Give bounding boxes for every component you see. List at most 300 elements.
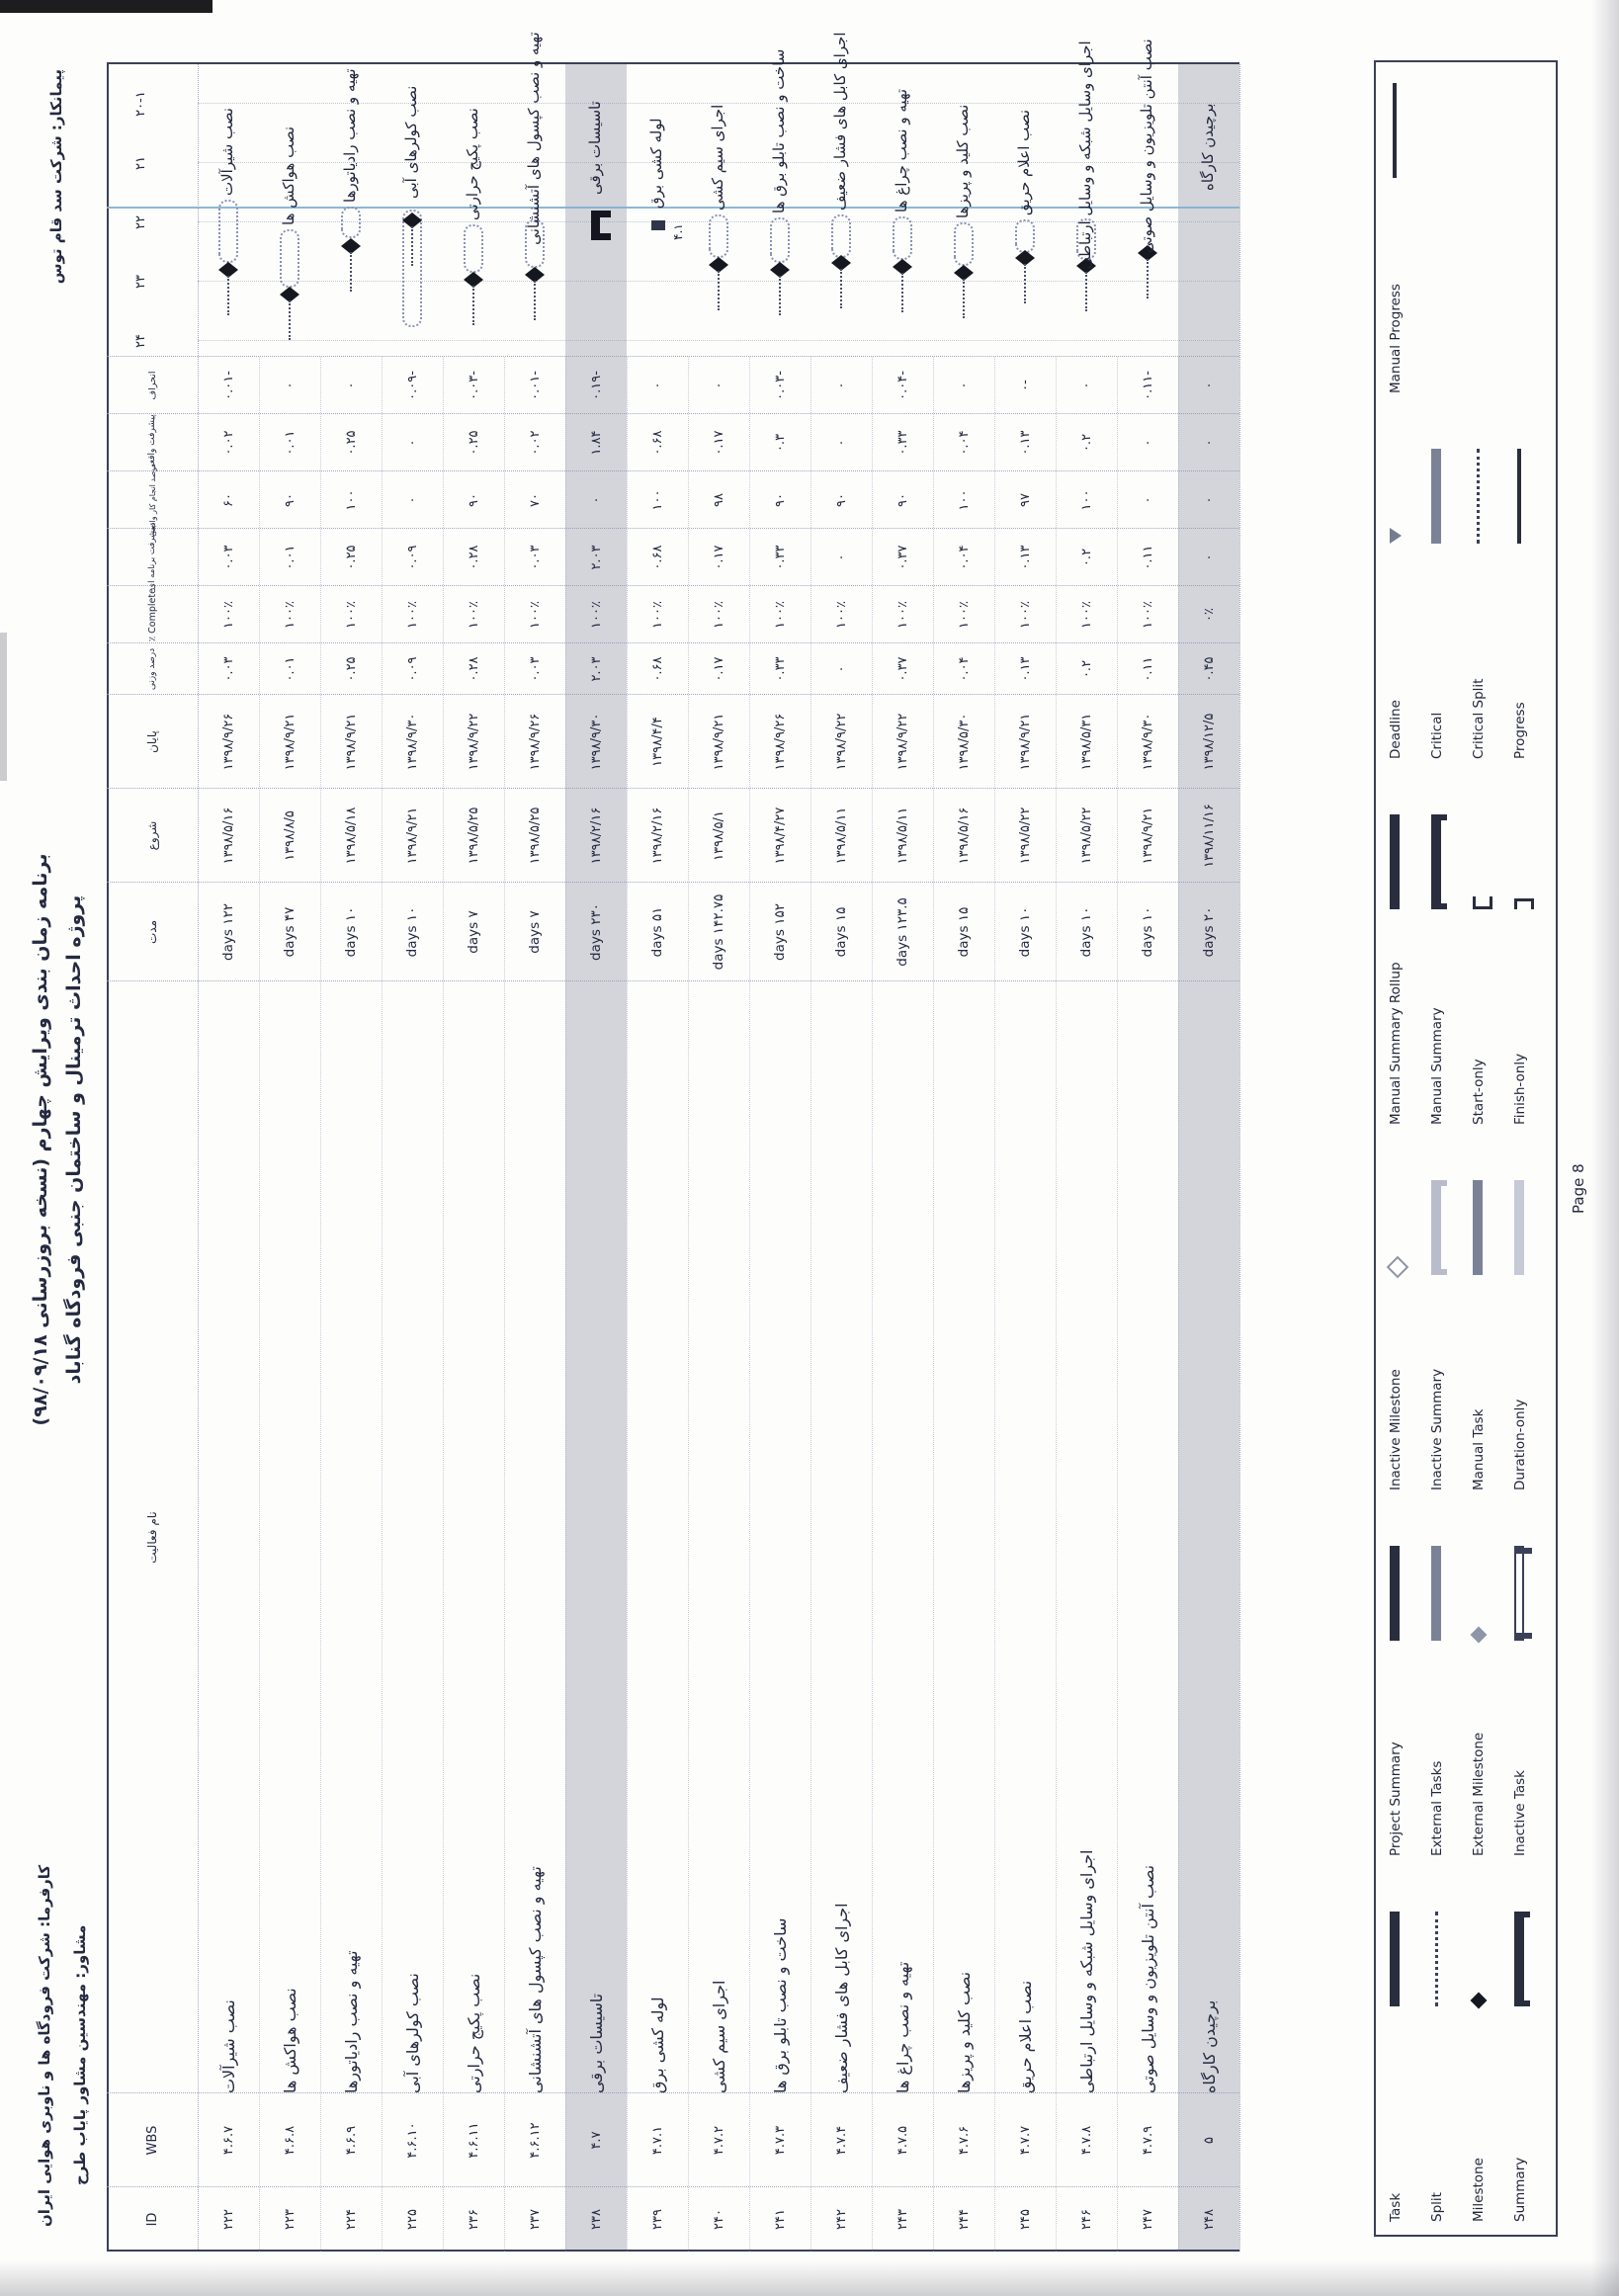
legend-label-manual-summary: Manual Summary bbox=[1429, 1007, 1445, 1125]
task-name-۲۳۸: تاسیسات برقی bbox=[586, 1993, 606, 2093]
marker-triangle bbox=[902, 259, 912, 275]
task-wbs-۲۳۶: ۴.۶.۱۱ bbox=[466, 2122, 481, 2159]
task-wbs-۲۴۱: ۴.۷.۳ bbox=[772, 2125, 788, 2156]
task-complete-۲۲۴: ۱۰۰٪ bbox=[343, 601, 359, 629]
task-start-۲۴۸: ۱۳۹۸/۱۱/۱۶ bbox=[1201, 804, 1217, 868]
task-duration-۲۲۵: ۱۰ days bbox=[404, 906, 420, 958]
task-id-۲۴۶: ۲۴۶ bbox=[1078, 2209, 1094, 2230]
legend-icon-bracket-light bbox=[1431, 1180, 1441, 1275]
task-deviation-۲۲۵: -۰.۰۹ bbox=[404, 371, 420, 400]
task-complete-۲۴۷: ۱۰۰٪ bbox=[1140, 601, 1155, 629]
task-planned-۲۴۶: ۰.۲ bbox=[1078, 548, 1094, 567]
task-weight-۲۴۸: ۰.۴۵ bbox=[1201, 656, 1217, 682]
gantt-bar-label-۲۳۹: لوله کشی برق bbox=[647, 118, 665, 209]
task-finish-۲۳۸: ۱۳۹۸/۹/۳۰ bbox=[588, 713, 604, 771]
timescale-label: ۲۳ bbox=[132, 275, 148, 289]
legend-icon-bracket-outline bbox=[1514, 1546, 1524, 1641]
task-deviation-۲۴۵: -۰ bbox=[1017, 380, 1033, 391]
task-deviation-۲۲۴: ۰ bbox=[343, 382, 359, 389]
gantt-marker-trail-۲۳۷ bbox=[534, 281, 536, 320]
task-actual-۲۲۵: ۰ bbox=[404, 439, 420, 447]
legend-label-milestone: Milestone bbox=[1471, 2158, 1487, 2222]
marker-triangle bbox=[535, 267, 545, 283]
status-date-line bbox=[107, 207, 1239, 209]
task-planned-۲۴۲: ۰ bbox=[833, 553, 849, 561]
task-planned-۲۴۸: ۰ bbox=[1201, 553, 1217, 561]
task-actual-۲۳۹: ۰.۶۸ bbox=[649, 430, 665, 456]
gantt-bar-label-۲۴۷: نصب آنتن تلویزیون و وسایل صوتی bbox=[1138, 39, 1155, 253]
marker-triangle bbox=[780, 262, 790, 278]
task-deviation-۲۴۶: ۰ bbox=[1078, 382, 1094, 389]
task-duration-۲۲۴: ۱۰ days bbox=[343, 906, 359, 958]
legend-icon-summary-bracket bbox=[1514, 1912, 1524, 2006]
gantt-bar-label-۲۴۲: اجرای کابل های فشار ضعیف bbox=[831, 32, 849, 211]
task-planned-۲۴۷: ۰.۱۱ bbox=[1140, 545, 1155, 570]
legend-icon-progress-line bbox=[1393, 83, 1397, 178]
gantt-slipped-bar-۲۲۴ bbox=[341, 207, 361, 238]
legend-icon-bar-grey bbox=[1431, 1546, 1441, 1641]
schedule-title: برنامه زمان بندی ویرایش چهارم (نسخه بروزرسانی ۹۸/۰۹/۱۸) bbox=[30, 853, 51, 1426]
task-complete-۲۳۹: ۱۰۰٪ bbox=[649, 601, 665, 629]
task-id-۲۲۳: ۲۲۳ bbox=[282, 2209, 298, 2230]
task-complete-۲۴۳: ۱۰۰٪ bbox=[895, 601, 910, 629]
task-planned-۲۲۲: ۰.۰۳ bbox=[220, 545, 236, 570]
legend-icon-summary-bracket bbox=[1431, 814, 1441, 909]
task-id-۲۲۲: ۲۲۲ bbox=[220, 2209, 236, 2230]
gantt-bar-label-۲۲۳: نصب هواکش ها bbox=[280, 126, 298, 225]
legend-icon-bar bbox=[1390, 1912, 1400, 2006]
gantt-slipped-bar-۲۴۵ bbox=[1015, 219, 1035, 253]
task-name-۲۴۳: تهیه و نصب چراغ ها bbox=[893, 1961, 912, 2093]
task-complete-۲۴۰: ۱۰۰٪ bbox=[711, 601, 726, 629]
column-header-weight: درصد وزنی bbox=[147, 647, 157, 691]
task-complete-۲۲۲: ۱۰۰٪ bbox=[220, 601, 236, 629]
task-wbs-۲۴۲: ۴.۷.۴ bbox=[833, 2125, 849, 2156]
task-weight-۲۲۲: ۰.۰۳ bbox=[220, 656, 236, 682]
task-actual-۲۴۱: ۰.۳ bbox=[772, 433, 788, 453]
task-wbs-۲۴۸: ۵ bbox=[1201, 2137, 1217, 2144]
legend-label-external-tasks: External Tasks bbox=[1429, 1760, 1445, 1856]
task-deviation-۲۳۶: -۰.۰۳ bbox=[466, 371, 481, 400]
timescale-label: ۲۲ bbox=[132, 215, 148, 229]
task-finish-۲۲۳: ۱۳۹۸/۹/۲۱ bbox=[282, 713, 298, 771]
legend-label-split: Split bbox=[1429, 2192, 1445, 2222]
legend-icon-start-cap bbox=[1473, 896, 1492, 909]
task-duration-۲۴۸: ۲۰ days bbox=[1201, 906, 1217, 958]
task-wbs-۲۲۵: ۴.۶.۱۰ bbox=[404, 2122, 420, 2159]
task-deviation-۲۴۰: ۰ bbox=[711, 382, 726, 389]
task-start-۲۳۸: ۱۳۹۸/۲/۱۶ bbox=[588, 807, 604, 865]
task-duration-۲۳۷: ۷ days bbox=[527, 910, 543, 954]
gantt-marker-trail-۲۲۴ bbox=[350, 252, 352, 292]
task-name-۲۴۸: برچیدن کارگاه bbox=[1199, 1999, 1219, 2093]
task-wbs-۲۲۲: ۴.۶.۷ bbox=[220, 2125, 236, 2156]
gantt-bar-label-۲۲۴: تهیه و نصب رادیاتورها bbox=[341, 68, 359, 203]
task-start-۲۴۳: ۱۳۹۸/۵/۱۱ bbox=[895, 807, 910, 865]
task-planned-۲۳۹: ۰.۶۸ bbox=[649, 545, 665, 570]
gantt-bar-label-۲۴۶: اجرای وسایل شبکه و وسایل ارتباطی bbox=[1076, 41, 1094, 270]
task-planned-۲۲۳: ۰.۰۱ bbox=[282, 545, 298, 570]
task-name-۲۴۵: نصب اعلام حریق bbox=[1015, 1980, 1035, 2093]
task-name-۲۲۵: نصب کولرهای آبی bbox=[402, 1973, 422, 2093]
legend-label-project-summary: Project Summary bbox=[1388, 1742, 1404, 1856]
task-actual_pct-۲۴۴: ۱۰۰ bbox=[956, 489, 972, 511]
task-actual_pct-۲۳۷: ۷۰ bbox=[527, 493, 543, 507]
task-deviation-۲۳۸: -۰.۱۹ bbox=[588, 371, 604, 400]
task-finish-۲۴۵: ۱۳۹۸/۹/۲۱ bbox=[1017, 713, 1033, 771]
task-actual_pct-۲۴۲: ۹۰ bbox=[833, 493, 849, 507]
task-finish-۲۴۸: ۱۳۹۸/۱۲/۵ bbox=[1201, 713, 1217, 771]
gantt-slipped-bar-۲۲۳ bbox=[280, 229, 299, 288]
task-id-۲۴۳: ۲۴۳ bbox=[895, 2209, 910, 2230]
legend-icon-bar-light bbox=[1514, 1180, 1524, 1275]
legend-label-inactive-milestone: Inactive Milestone bbox=[1388, 1369, 1404, 1490]
legend-label-deadline: Deadline bbox=[1388, 700, 1404, 759]
task-name-۲۳۹: لوله کشی برق bbox=[647, 1997, 667, 2093]
task-id-۲۴۷: ۲۴۷ bbox=[1140, 2209, 1155, 2230]
task-duration-۲۳۹: ۵۱ days bbox=[649, 906, 665, 958]
task-complete-۲۴۲: ۱۰۰٪ bbox=[833, 601, 849, 629]
column-header-id: ID bbox=[144, 2212, 160, 2227]
task-wbs-۲۲۴: ۴.۶.۹ bbox=[343, 2125, 359, 2156]
task-actual_pct-۲۲۳: ۹۰ bbox=[282, 493, 298, 507]
project-title: پروژه احداث ترمینال و ساختمان جنبی فرودگاه گناباد bbox=[63, 894, 85, 1385]
legend-label-inactive-summary: Inactive Summary bbox=[1429, 1368, 1445, 1490]
task-complete-۲۳۸: ۱۰۰٪ bbox=[588, 601, 604, 629]
legend-label-manual-progress: Manual Progress bbox=[1388, 284, 1404, 393]
legend-icon-split-dots bbox=[1435, 1912, 1438, 2006]
task-duration-۲۳۸: ۲۳۰ days bbox=[588, 903, 604, 961]
task-name-۲۴۰: اجرای سیم کشی bbox=[709, 1980, 728, 2093]
task-deviation-۲۲۲: -۰.۰۱ bbox=[220, 371, 236, 400]
contractor-line: پیمانکار: شرکت سد قام توس bbox=[47, 69, 65, 285]
task-name-۲۴۴: نصب کلید و پریزها bbox=[954, 1971, 974, 2093]
task-start-۲۳۶: ۱۳۹۸/۵/۲۵ bbox=[466, 807, 481, 865]
gantt-bar-fragment-۲۳۹ bbox=[651, 220, 665, 230]
task-deviation-۲۳۹: ۰ bbox=[649, 382, 665, 389]
page-number: Page 8 bbox=[1570, 1163, 1587, 1214]
gantt-slipped-bar-۲۳۶ bbox=[464, 224, 483, 273]
employer-line: کارفرما: شرکت فرودگاه ها و ناوبری هوایی ایران bbox=[36, 1864, 53, 2227]
marker-triangle bbox=[351, 238, 361, 254]
task-weight-۲۳۶: ۰.۲۸ bbox=[466, 656, 481, 682]
task-duration-۲۴۲: ۱۵ days bbox=[833, 906, 849, 958]
gantt-marker-trail-۲۴۱ bbox=[779, 276, 781, 315]
legend-icon-bar bbox=[1390, 1546, 1400, 1641]
task-wbs-۲۴۰: ۴.۷.۲ bbox=[711, 2125, 726, 2156]
task-planned-۲۴۱: ۰.۳۳ bbox=[772, 545, 788, 570]
page-right-border bbox=[107, 62, 1239, 64]
task-start-۲۲۲: ۱۳۹۸/۵/۱۶ bbox=[220, 807, 236, 865]
gantt-bar-note-۲۳۹: ۴.۱ bbox=[671, 223, 685, 240]
gantt-bar-label-۲۴۴: نصب کلید و پریزها bbox=[954, 104, 972, 218]
task-finish-۲۳۹: ۱۳۹۸/۴/۴ bbox=[649, 717, 665, 767]
marker-triangle bbox=[412, 213, 422, 228]
task-planned-۲۲۵: ۰.۰۹ bbox=[404, 545, 420, 570]
task-planned-۲۴۳: ۰.۳۷ bbox=[895, 545, 910, 570]
task-duration-۲۴۷: ۱۰ days bbox=[1140, 906, 1155, 958]
task-wbs-۲۴۶: ۴.۷.۸ bbox=[1078, 2125, 1094, 2156]
task-id-۲۴۵: ۲۴۵ bbox=[1017, 2209, 1033, 2230]
task-actual-۲۴۲: ۰ bbox=[833, 439, 849, 447]
task-wbs-۲۴۷: ۴.۷.۹ bbox=[1140, 2125, 1155, 2156]
gantt-bar-label-۲۳۷: تهیه و نصب کپسول های آتشنشانی bbox=[525, 32, 543, 245]
task-actual_pct-۲۳۶: ۹۰ bbox=[466, 493, 481, 507]
task-actual_pct-۲۳۸: ۰ bbox=[588, 496, 604, 504]
timescale-gridline bbox=[198, 340, 1239, 341]
column-header-wbs: WBS bbox=[144, 2125, 160, 2156]
marker-triangle bbox=[1025, 250, 1035, 266]
column-header-finish: پایان bbox=[145, 730, 159, 753]
task-start-۲۴۷: ۱۳۹۸/۹/۲۱ bbox=[1140, 807, 1155, 865]
task-weight-۲۴۲: ۰ bbox=[833, 665, 849, 673]
task-planned-۲۳۷: ۰.۰۳ bbox=[527, 545, 543, 570]
task-wbs-۲۴۳: ۴.۷.۵ bbox=[895, 2125, 910, 2156]
column-header-deviation: انحراف bbox=[146, 371, 158, 400]
gantt-bar-label-۲۴۸: برچیدن کارگاه bbox=[1199, 103, 1217, 191]
task-actual_pct-۲۴۸: ۰ bbox=[1201, 496, 1217, 504]
task-complete-۲۴۸: ۰٪ bbox=[1201, 608, 1217, 622]
legend-label-inactive-task: Inactive Task bbox=[1512, 1770, 1528, 1856]
task-planned-۲۲۴: ۰.۲۵ bbox=[343, 545, 359, 570]
gantt-slipped-bar-۲۴۰ bbox=[709, 214, 728, 258]
task-complete-۲۴۱: ۱۰۰٪ bbox=[772, 601, 788, 629]
task-duration-۲۴۰: ۱۴۲.۷۵ days bbox=[711, 893, 726, 971]
legend-label-external-milestone: External Milestone bbox=[1471, 1732, 1487, 1856]
legend-icon-finish-cap bbox=[1514, 898, 1534, 909]
task-finish-۲۴۲: ۱۳۹۸/۹/۲۲ bbox=[833, 713, 849, 771]
gantt-bar-label-۲۳۶: نصب پکیج حرارتی bbox=[464, 108, 481, 220]
task-start-۲۲۳: ۱۳۹۸/۸/۵ bbox=[282, 810, 298, 861]
task-actual-۲۴۷: ۰ bbox=[1140, 439, 1155, 447]
task-actual-۲۳۸: ۱.۸۴ bbox=[588, 430, 604, 456]
task-actual-۲۳۷: ۰.۰۲ bbox=[527, 430, 543, 456]
task-finish-۲۲۲: ۱۳۹۸/۹/۲۶ bbox=[220, 713, 236, 771]
task-finish-۲۲۵: ۱۳۹۸/۹/۳۰ bbox=[404, 713, 420, 771]
task-actual_pct-۲۴۶: ۱۰۰ bbox=[1078, 489, 1094, 511]
task-actual_pct-۲۴۷: ۰ bbox=[1140, 496, 1155, 504]
marker-triangle bbox=[964, 265, 974, 281]
task-deviation-۲۳۷: -۰.۰۱ bbox=[527, 371, 543, 400]
task-id-۲۳۷: ۲۳۷ bbox=[527, 2209, 543, 2230]
task-weight-۲۴۰: ۰.۱۷ bbox=[711, 656, 726, 682]
task-duration-۲۴۱: ۱۵۲ days bbox=[772, 903, 788, 961]
task-name-۲۲۳: نصب هواکش ها bbox=[280, 1988, 299, 2093]
task-actual-۲۳۶: ۰.۲۵ bbox=[466, 430, 481, 456]
task-complete-۲۳۶: ۱۰۰٪ bbox=[466, 601, 481, 629]
consultant-line: مشاور: مهندسین مشاور پایاب طرح bbox=[71, 1924, 89, 2185]
task-finish-۲۴۷: ۱۳۹۸/۹/۳۰ bbox=[1140, 713, 1155, 771]
task-actual-۲۲۴: ۰.۲۵ bbox=[343, 430, 359, 456]
task-deviation-۲۴۳: -۰.۰۴ bbox=[895, 371, 910, 400]
legend-label-manual-summary-rollup: Manual Summary Rollup bbox=[1388, 962, 1404, 1125]
task-duration-۲۴۳: ۱۲۳.۵ days bbox=[895, 897, 910, 967]
legend-label-duration-only: Duration-only bbox=[1512, 1399, 1528, 1490]
task-start-۲۴۰: ۱۳۹۸/۵/۱ bbox=[711, 810, 726, 861]
legend-icon-progress-line bbox=[1517, 449, 1521, 544]
task-name-۲۳۷: تهیه و نصب کپسول های آتشنشانی bbox=[525, 1866, 545, 2093]
task-weight-۲۳۷: ۰.۰۳ bbox=[527, 656, 543, 682]
task-id-۲۴۸: ۲۴۸ bbox=[1201, 2209, 1217, 2230]
task-complete-۲۴۶: ۱۰۰٪ bbox=[1078, 601, 1094, 629]
task-weight-۲۲۵: ۰.۰۹ bbox=[404, 656, 420, 682]
task-finish-۲۳۶: ۱۳۹۸/۹/۲۲ bbox=[466, 713, 481, 771]
gantt-marker-trail-۲۴۶ bbox=[1085, 272, 1087, 311]
column-header-actual: پیشرفت واقعی bbox=[147, 414, 157, 471]
column-header-actual_pct: درصد انجام کار واقعی bbox=[147, 464, 157, 537]
column-header-name: نام فعالیت bbox=[145, 1511, 159, 1564]
gantt-marker-trail-۲۲۳ bbox=[289, 300, 291, 340]
task-wbs-۲۳۷: ۴.۶.۱۲ bbox=[527, 2122, 543, 2159]
gantt-bar-label-۲۳۸: تاسیسات برقی bbox=[586, 101, 604, 195]
task-id-۲۳۸: ۲۳۸ bbox=[588, 2209, 604, 2230]
column-header-complete: ٪ Complete bbox=[146, 588, 158, 641]
task-planned-۲۳۶: ۰.۲۸ bbox=[466, 545, 481, 570]
legend-icon-bar-grey bbox=[1473, 1180, 1483, 1275]
task-deviation-۲۴۷: -۰.۱۱ bbox=[1140, 371, 1155, 400]
gantt-bar-label-۲۴۱: ساخت و نصب تابلو برق ها bbox=[770, 48, 788, 213]
gantt-bar-label-۲۲۵: نصب کولرهای آبی bbox=[402, 85, 420, 199]
task-actual_pct-۲۴۰: ۹۸ bbox=[711, 493, 726, 507]
task-wbs-۲۲۳: ۴.۶.۸ bbox=[282, 2125, 298, 2156]
task-deviation-۲۴۸: ۰ bbox=[1201, 382, 1217, 389]
task-name-۲۴۱: ساخت و نصب تابلو برق ها bbox=[770, 1917, 790, 2093]
task-id-۲۴۰: ۲۴۰ bbox=[711, 2209, 726, 2230]
task-deviation-۲۲۳: ۰ bbox=[282, 382, 298, 389]
legend-label-manual-task: Manual Task bbox=[1471, 1408, 1487, 1490]
task-start-۲۲۵: ۱۳۹۸/۹/۲۱ bbox=[404, 807, 420, 865]
task-actual_pct-۲۲۴: ۱۰۰ bbox=[343, 489, 359, 511]
task-weight-۲۴۳: ۰.۳۷ bbox=[895, 656, 910, 682]
task-weight-۲۳۸: ۲.۰۳ bbox=[588, 656, 604, 682]
gantt-marker-trail-۲۴۷ bbox=[1147, 259, 1149, 298]
task-finish-۲۳۷: ۱۳۹۸/۹/۲۶ bbox=[527, 713, 543, 771]
gantt-slipped-bar-۲۴۱ bbox=[770, 217, 790, 263]
task-finish-۲۴۴: ۱۳۹۸/۵/۳۰ bbox=[956, 713, 972, 771]
task-name-۲۲۴: تهیه و نصب رادیاتورها bbox=[341, 1950, 361, 2093]
task-actual-۲۴۳: ۰.۳۳ bbox=[895, 430, 910, 456]
gantt-marker-trail-۲۴۴ bbox=[963, 279, 965, 318]
gantt-marker-trail-۲۴۰ bbox=[718, 271, 720, 310]
task-duration-۲۴۶: ۱۰ days bbox=[1078, 906, 1094, 958]
task-complete-۲۴۴: ۱۰۰٪ bbox=[956, 601, 972, 629]
task-duration-۲۲۳: ۴۷ days bbox=[282, 906, 298, 958]
gantt-marker-trail-۲۴۲ bbox=[840, 269, 842, 308]
task-name-۲۲۲: نصب شیرآلات bbox=[218, 1999, 238, 2093]
task-complete-۲۴۵: ۱۰۰٪ bbox=[1017, 601, 1033, 629]
task-finish-۲۴۱: ۱۳۹۸/۹/۲۶ bbox=[772, 713, 788, 771]
task-actual-۲۴۴: ۰.۰۴ bbox=[956, 430, 972, 456]
task-name-۲۴۶: اجرای وسایل شبکه و وسایل ارتباطی bbox=[1076, 1849, 1096, 2093]
timescale-label: ۲۱ bbox=[132, 156, 148, 170]
task-wbs-۲۴۵: ۴.۷.۷ bbox=[1017, 2125, 1033, 2156]
task-weight-۲۳۹: ۰.۶۸ bbox=[649, 656, 665, 682]
task-id-۲۳۹: ۲۳۹ bbox=[649, 2209, 665, 2230]
marker-triangle bbox=[290, 287, 299, 302]
task-actual-۲۴۸: ۰ bbox=[1201, 439, 1217, 447]
task-name-۲۴۷: نصب آنتن تلویزیون و وسایل صوتی bbox=[1138, 1864, 1157, 2093]
marker-triangle bbox=[473, 272, 483, 288]
task-complete-۲۲۳: ۱۰۰٪ bbox=[282, 601, 298, 629]
task-planned-۲۳۸: ۲.۰۳ bbox=[588, 545, 604, 570]
task-duration-۲۴۵: ۱۰ days bbox=[1017, 906, 1033, 958]
task-actual_pct-۲۴۵: ۹۷ bbox=[1017, 493, 1033, 507]
task-weight-۲۴۱: ۰.۳۳ bbox=[772, 656, 788, 682]
legend-label-summary: Summary bbox=[1512, 2157, 1528, 2222]
task-id-۲۲۴: ۲۲۴ bbox=[343, 2209, 359, 2230]
gantt-bar-label-۲۴۰: اجرای سیم کشی bbox=[709, 104, 726, 211]
legend-label-start-only: Start-only bbox=[1471, 1059, 1487, 1125]
legend-label-critical-split: Critical Split bbox=[1471, 678, 1487, 759]
legend-label-critical: Critical bbox=[1429, 712, 1445, 759]
gantt-slipped-bar-۲۴۴ bbox=[954, 222, 974, 266]
timescale-label: ۲۴ bbox=[132, 334, 148, 348]
gantt-slipped-bar-۲۴۲ bbox=[831, 214, 851, 258]
task-actual-۲۴۶: ۰.۲ bbox=[1078, 433, 1094, 453]
task-name-۲۴۲: اجرای کابل های فشار ضعیف bbox=[831, 1903, 851, 2093]
task-start-۲۴۶: ۱۳۹۸/۵/۲۲ bbox=[1078, 807, 1094, 865]
gantt-slipped-bar-۲۲۲ bbox=[218, 200, 238, 263]
task-deviation-۲۴۱: -۰.۰۳ bbox=[772, 371, 788, 400]
task-weight-۲۲۴: ۰.۲۵ bbox=[343, 656, 359, 682]
timescale-label: ۲۰-۱ bbox=[132, 91, 148, 117]
task-weight-۲۴۷: ۰.۱۱ bbox=[1140, 656, 1155, 682]
task-actual-۲۲۳: ۰.۰۱ bbox=[282, 430, 298, 456]
gantt-summary-bar-۲۳۸ bbox=[591, 211, 600, 240]
task-wbs-۲۳۹: ۴.۷.۱ bbox=[649, 2125, 665, 2156]
task-finish-۲۴۰: ۱۳۹۸/۹/۲۱ bbox=[711, 713, 726, 771]
column-header-start: شروع bbox=[145, 820, 159, 851]
gantt-marker-trail-۲۳۶ bbox=[472, 286, 474, 325]
task-actual-۲۴۵: ۰.۱۳ bbox=[1017, 430, 1033, 456]
gantt-bar-label-۲۴۳: تهیه و نصب چراغ ها bbox=[893, 88, 910, 213]
legend-label-finish-only: Finish-only bbox=[1512, 1053, 1528, 1125]
task-start-۲۳۷: ۱۳۹۸/۵/۲۵ bbox=[527, 807, 543, 865]
task-weight-۲۴۵: ۰.۱۳ bbox=[1017, 656, 1033, 682]
task-start-۲۴۱: ۱۳۹۸/۴/۲۷ bbox=[772, 807, 788, 865]
task-deviation-۲۴۴: ۰ bbox=[956, 382, 972, 389]
task-id-۲۳۶: ۲۳۶ bbox=[466, 2209, 481, 2230]
legend-label-task: Task bbox=[1388, 2192, 1404, 2222]
gantt-bar-label-۲۴۵: نصب اعلام حریق bbox=[1015, 109, 1033, 215]
task-wbs-۲۳۸: ۴.۷ bbox=[588, 2131, 604, 2150]
legend-label-progress: Progress bbox=[1512, 702, 1528, 759]
task-start-۲۲۴: ۱۳۹۸/۵/۱۸ bbox=[343, 807, 359, 865]
task-actual_pct-۲۳۹: ۱۰۰ bbox=[649, 489, 665, 511]
column-header-planned: پیشرفت برنامه ای bbox=[147, 525, 157, 590]
task-actual-۲۴۰: ۰.۱۷ bbox=[711, 430, 726, 456]
column-header-duration: مدت bbox=[145, 919, 159, 945]
gantt-bar-label-۲۲۲: نصب شیرآلات bbox=[218, 108, 236, 196]
task-id-۲۴۴: ۲۴۴ bbox=[956, 2209, 972, 2230]
task-id-۲۲۵: ۲۲۵ bbox=[404, 2209, 420, 2230]
marker-triangle bbox=[719, 257, 728, 273]
task-start-۲۴۲: ۱۳۹۸/۵/۱۱ bbox=[833, 807, 849, 865]
task-wbs-۲۴۴: ۴.۷.۶ bbox=[956, 2125, 972, 2156]
task-finish-۲۴۶: ۱۳۹۸/۵/۳۱ bbox=[1078, 713, 1094, 771]
gantt-marker-trail-۲۴۳ bbox=[901, 273, 903, 312]
task-actual-۲۲۲: ۰.۰۲ bbox=[220, 430, 236, 456]
task-finish-۲۲۴: ۱۳۹۸/۹/۲۱ bbox=[343, 713, 359, 771]
task-duration-۲۴۴: ۱۵ days bbox=[956, 906, 972, 958]
task-planned-۲۴۵: ۰.۱۳ bbox=[1017, 545, 1033, 570]
gantt-slipped-bar-۲۴۳ bbox=[893, 216, 912, 260]
task-actual_pct-۲۲۲: ۶۰ bbox=[220, 493, 236, 507]
task-deviation-۲۴۲: ۰ bbox=[833, 382, 849, 389]
task-name-۲۳۶: نصب پکیج حرارتی bbox=[464, 1973, 483, 2093]
table-bottom-border bbox=[1239, 64, 1240, 2252]
task-planned-۲۴۴: ۰.۰۴ bbox=[956, 545, 972, 570]
